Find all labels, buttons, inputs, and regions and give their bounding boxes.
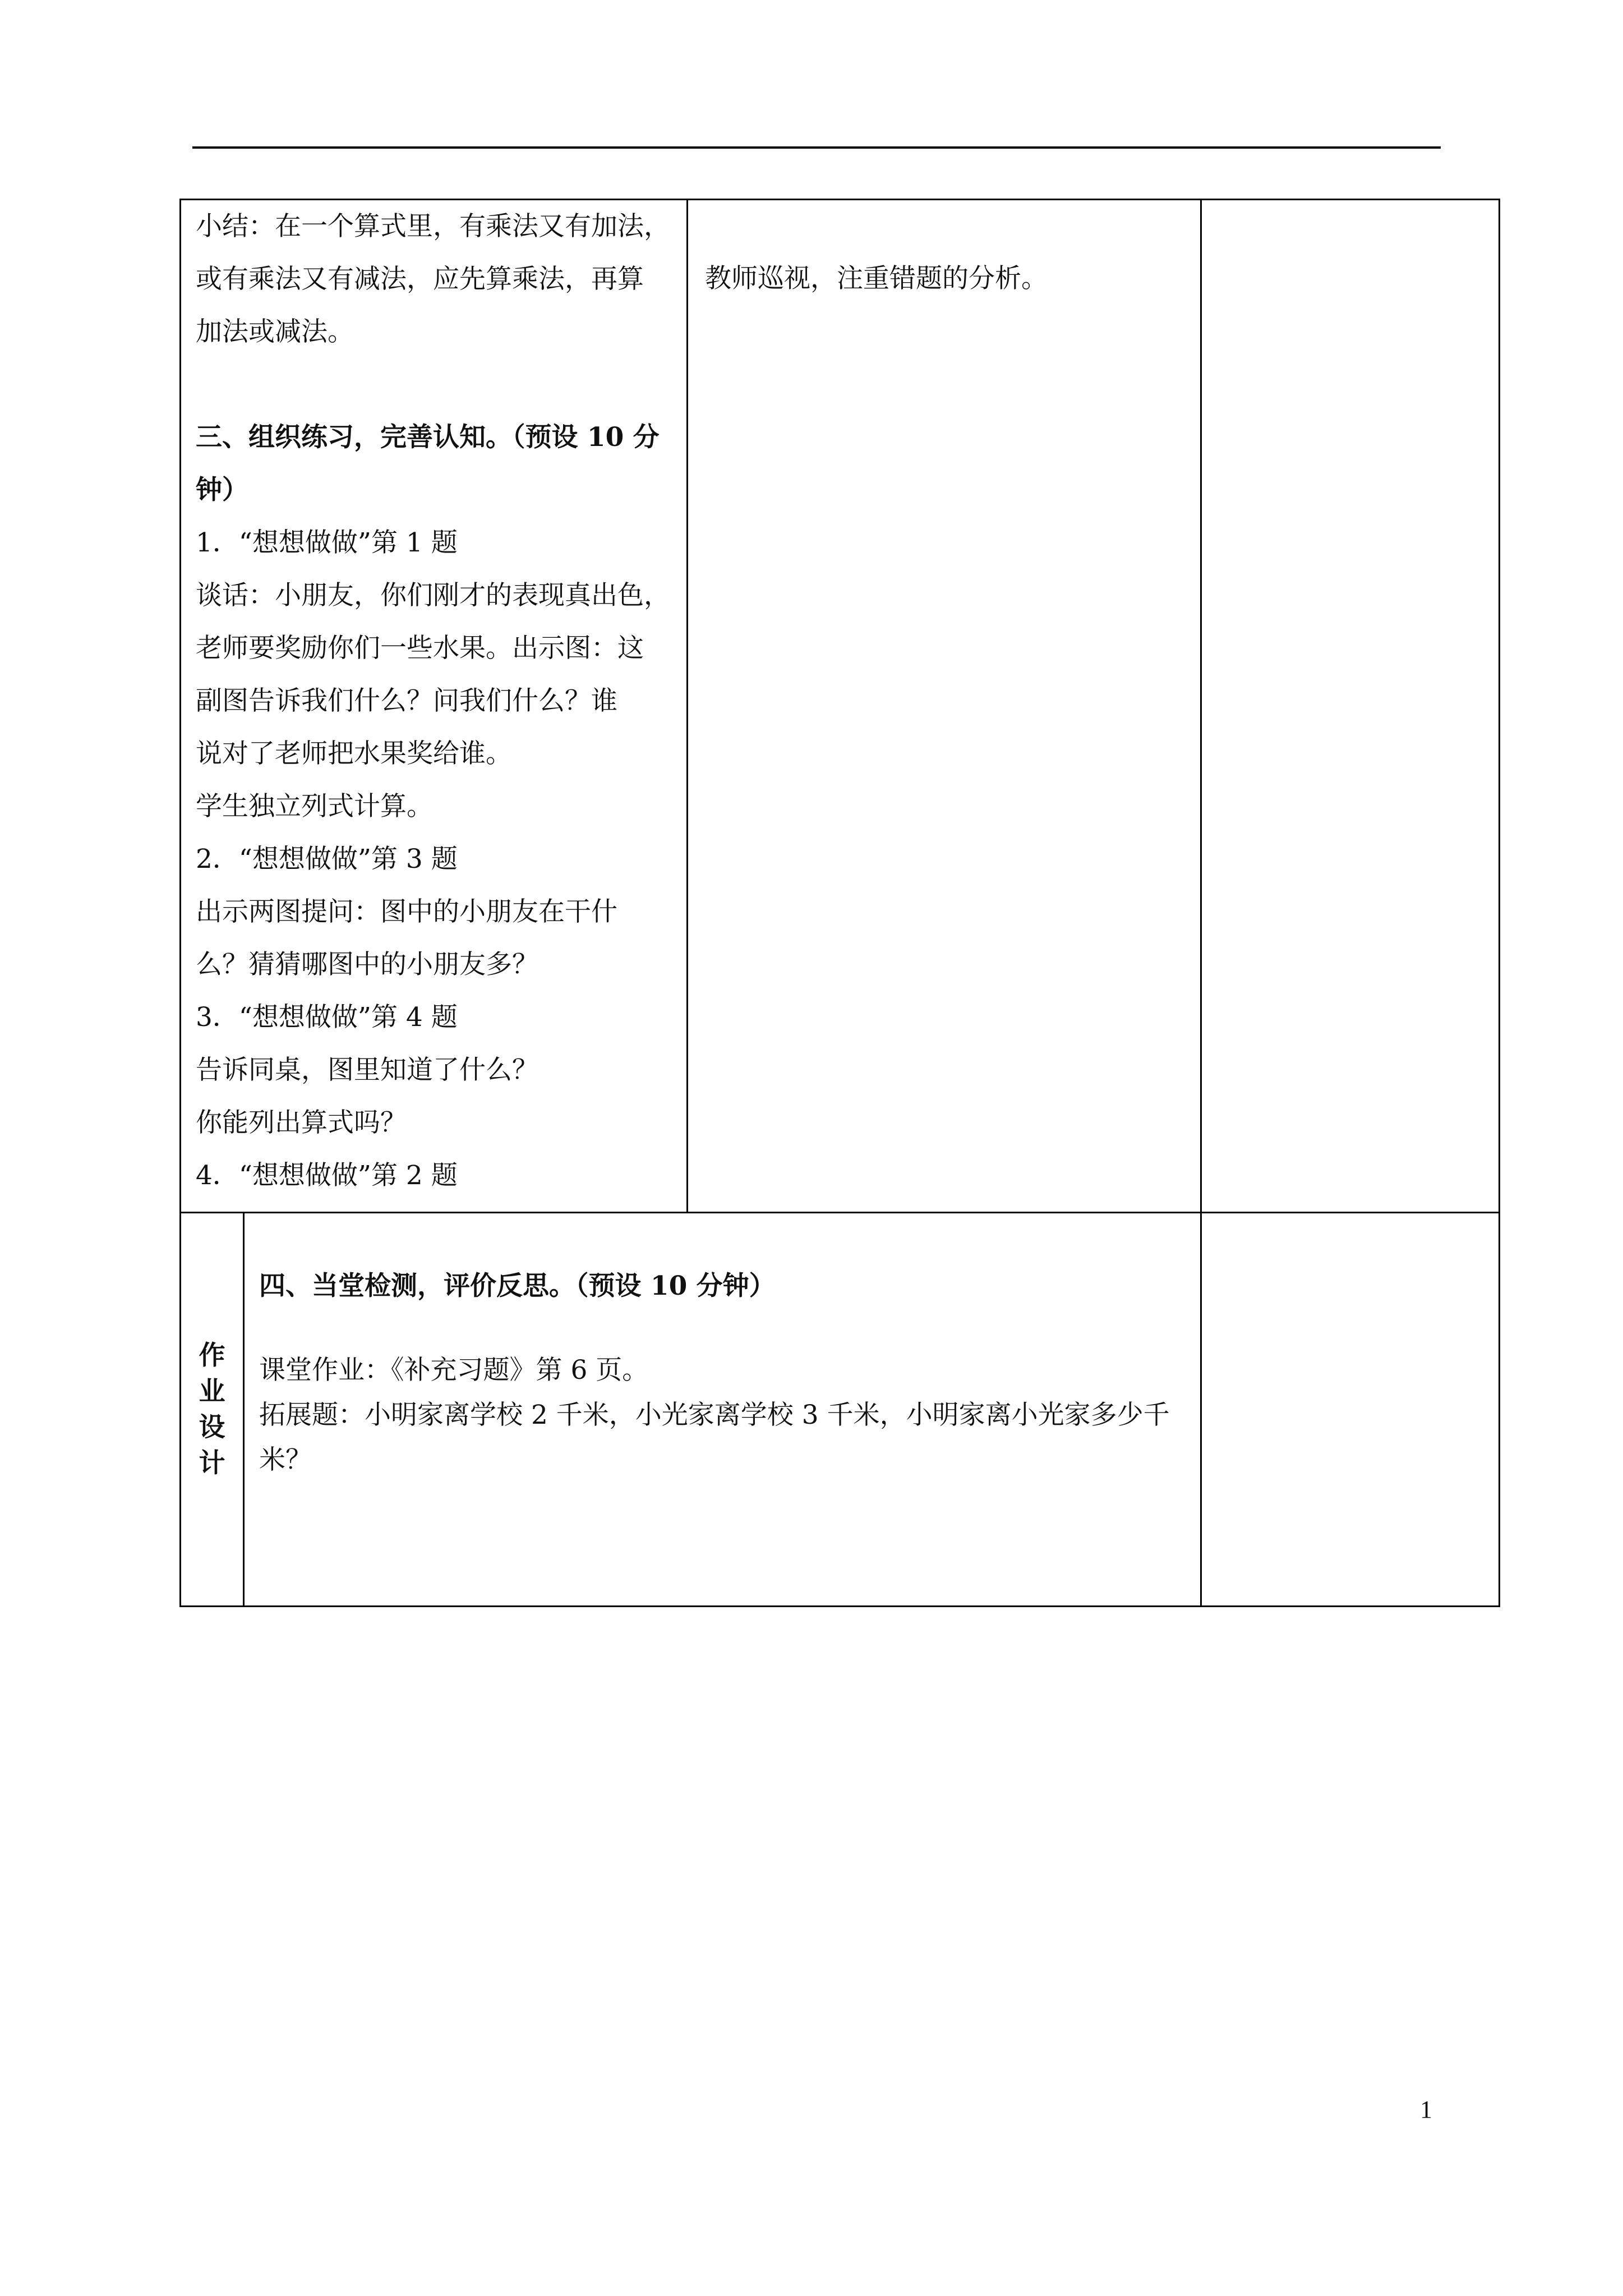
activity-line: 小结：在一个算式里，有乘法又有加法， [196,211,670,242]
activity-line: 三、组织练习，完善认知。（预设 10 分 [196,422,660,453]
activities-list [181,200,686,1202]
activities-cell [181,200,688,1213]
homework-label-cell [181,1213,244,1607]
activity-line: 1．“想想做做”第 1 题 [196,527,458,558]
activity-line: 告诉同桌，图里知道了什么？ [196,1055,538,1085]
activity-line: 学生独立列式计算。 [196,791,433,822]
activity-line: 出示两图提问：图中的小朋友在干什 [196,896,617,927]
remarks-cell [1201,200,1500,1213]
activity-line: 4．“想想做做”第 2 题 [196,1160,458,1191]
lesson-plan-table [179,199,1500,1607]
teacher-note-cell [688,200,1201,1213]
homework-cell [244,1213,1201,1607]
activity-line [196,358,676,411]
activity-line: 或有乘法又有减法，应先算乘法，再算 [196,264,644,295]
classwork-line: 课堂作业：《补充习题》第 6 页。 [259,1355,649,1386]
homework-label: 作业设计 [199,1340,225,1479]
activity-line: 钟） [196,475,248,505]
activity-line: 说对了老师把水果奖给谁。 [196,738,512,769]
activity-line: 加法或减法。 [196,316,354,347]
homework-heading: 四、当堂检测，评价反思。（预设 10 分钟） [259,1271,776,1301]
activity-line: 么？猜猜哪图中的小朋友多？ [196,949,538,980]
page-number: 1 [1420,2096,1432,2123]
extension-problem: 拓展题：小明家离学校 2 千米，小光家离学校 3 千米，小明家离小光家多少千米？ [259,1400,1170,1475]
activities-row [181,200,1500,1213]
homework-row [181,1213,1500,1607]
activity-line: 谈话：小朋友，你们刚才的表现真出色， [196,580,670,611]
teacher-note: 教师巡视，注重错题的分析。 [705,263,1048,294]
homework-remarks-cell [1201,1213,1500,1607]
header-rule [192,146,1441,149]
activity-line: 老师要奖励你们一些水果。出示图：这 [196,633,644,664]
activity-line: 3．“想想做做”第 4 题 [196,1002,458,1033]
activity-line: 副图告诉我们什么？问我们什么？谁 [196,685,617,716]
activity-line: 2．“想想做做”第 3 题 [196,844,458,875]
activity-line: 你能列出算式吗？ [196,1107,407,1138]
